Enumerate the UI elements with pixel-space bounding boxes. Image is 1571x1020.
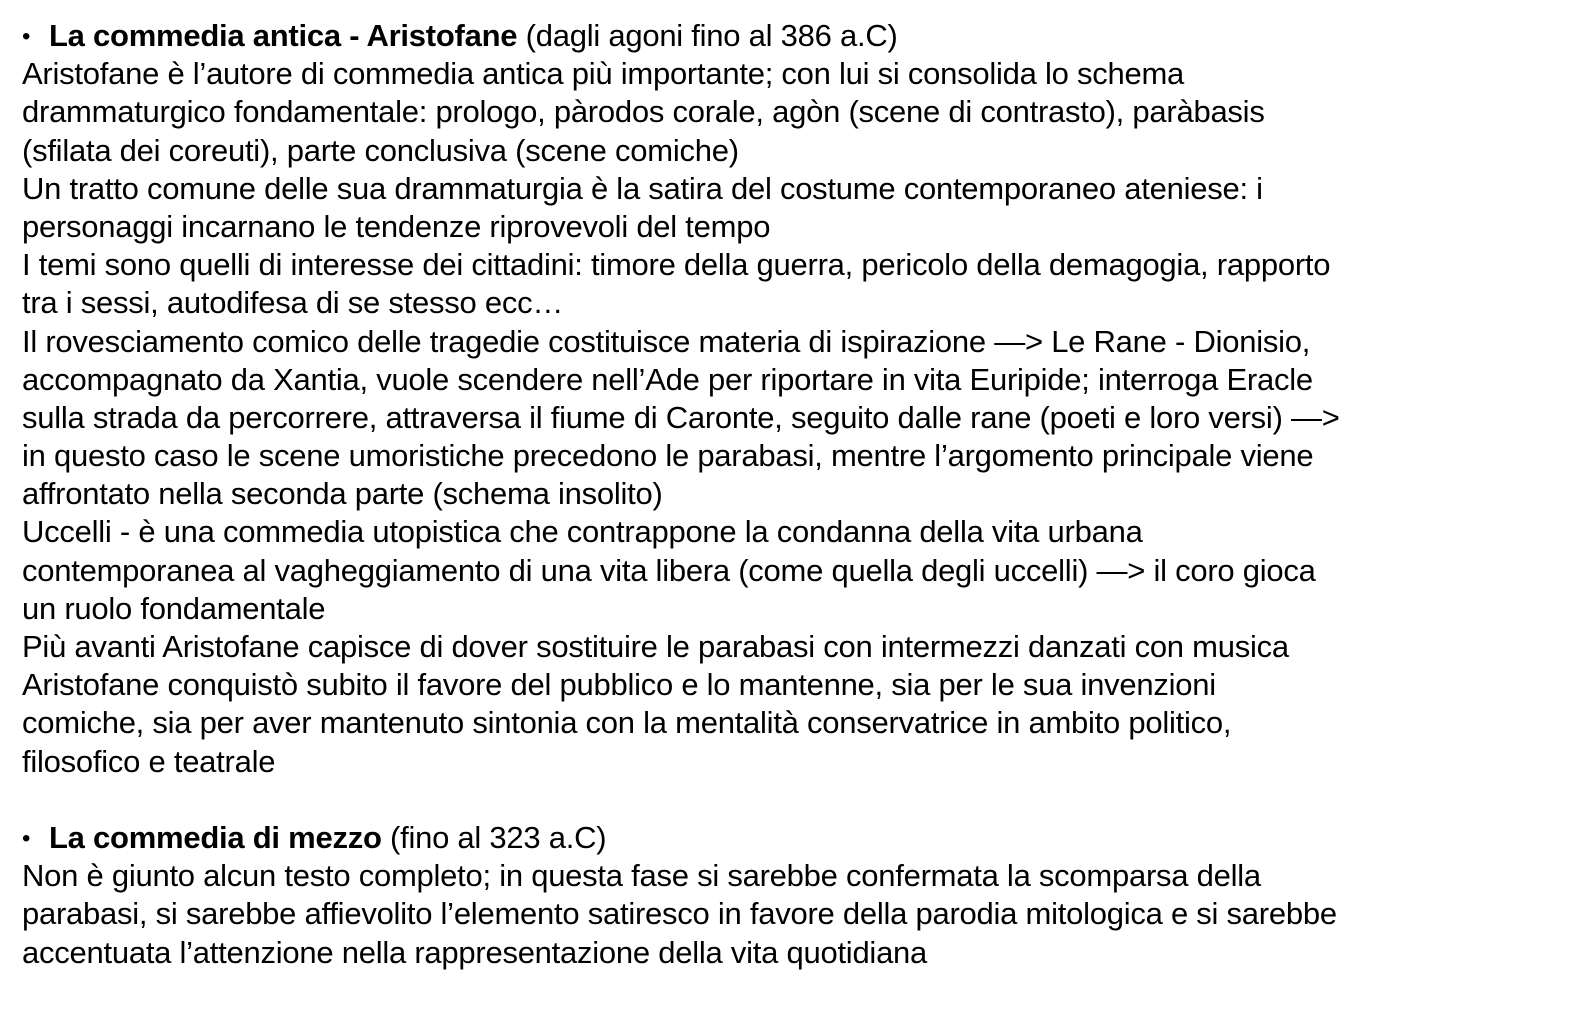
paragraph-line: accompagnato da Xantia, vuole scendere nell’Ade per riportare in vita Euripide; interroga Eracle [22,361,1313,397]
paragraph-line: contemporanea al vagheggiamento di una vita libera (come quella degli uccelli) —> il coro gioca [22,552,1316,588]
bullet-icon: • [22,23,31,50]
section-heading-commedia-antica [22,17,1562,55]
section-title: La commedia di mezzo [49,819,382,855]
paragraph-line: Un tratto comune delle sua drammaturgia è la satira del costume contemporaneo ateniese: i [22,170,1263,206]
paragraph-line: (sfilata dei coreuti), parte conclusiva (scene comiche) [22,132,739,168]
paragraph-line: comiche, sia per aver mantenuto sintonia con la mentalità conservatrice in ambito politico, [22,705,1232,741]
paragraph-line: I temi sono quelli di interesse dei cittadini: timore della guerra, pericolo della demagogia, rapporto [22,247,1331,283]
paragraph-line: Aristofane conquistò subito il favore del pubblico e lo mantenne, sia per le sua invenzioni [22,667,1216,703]
bullet-icon: • [22,824,31,852]
paragraph-line: filosofico e teatrale [22,743,276,779]
paragraph-line: personaggi incarnano le tendenze riprovevoli del tempo [22,208,771,244]
paragraph-line: drammaturgico fondamentale: prologo, pàrodos corale, agòn (scene di contrasto), paràbasis [22,94,1265,130]
section-heading-commedia-di-mezzo [22,819,1562,857]
paragraph-line: Uccelli - è una commedia utopistica che contrappone la condanna della vita urbana [22,514,1143,550]
paragraph-line: affrontato nella seconda parte (schema insolito) [22,476,663,512]
paragraph-line: tra i sessi, autodifesa di se stesso ecc… [22,285,564,321]
paragraph-line: Non è giunto alcun testo completo; in questa fase si sarebbe confermata la scomparsa della [22,858,1261,894]
paragraph-line: Aristofane è l’autore di commedia antica più importante; con lui si consolida lo schema [22,56,1185,92]
document-page [22,17,1562,972]
paragraph-line: sulla strada da percorrere, attraversa il fiume di Caronte, seguito dalle rane (poeti e loro versi) —> [22,399,1340,435]
paragraph-line: parabasi, si sarebbe affievolito l’elemento satiresco in favore della parodia mitologica e si sarebbe [22,896,1337,932]
paragraph-line: Il rovesciamento comico delle tragedie costituisce materia di ispirazione —> Le Rane - Dionisio, [22,323,1311,359]
paragraph-line: in questo caso le scene umoristiche precedono le parabasi, mentre l’argomento principale viene [22,438,1314,474]
section-subtitle: (dagli agoni fino al 386 a.C) [517,18,898,53]
paragraph-line: un ruolo fondamentale [22,590,326,626]
section-title: La commedia antica - Aristofane [49,18,518,53]
paragraph-line: Più avanti Aristofane capisce di dover sostituire le parabasi con intermezzi danzati con musica [22,629,1289,664]
paragraph-line: accentuata l’attenzione nella rappresentazione della vita quotidiana [22,934,928,970]
section-subtitle: (fino al 323 a.C) [381,819,607,855]
section-spacer [22,781,1562,819]
